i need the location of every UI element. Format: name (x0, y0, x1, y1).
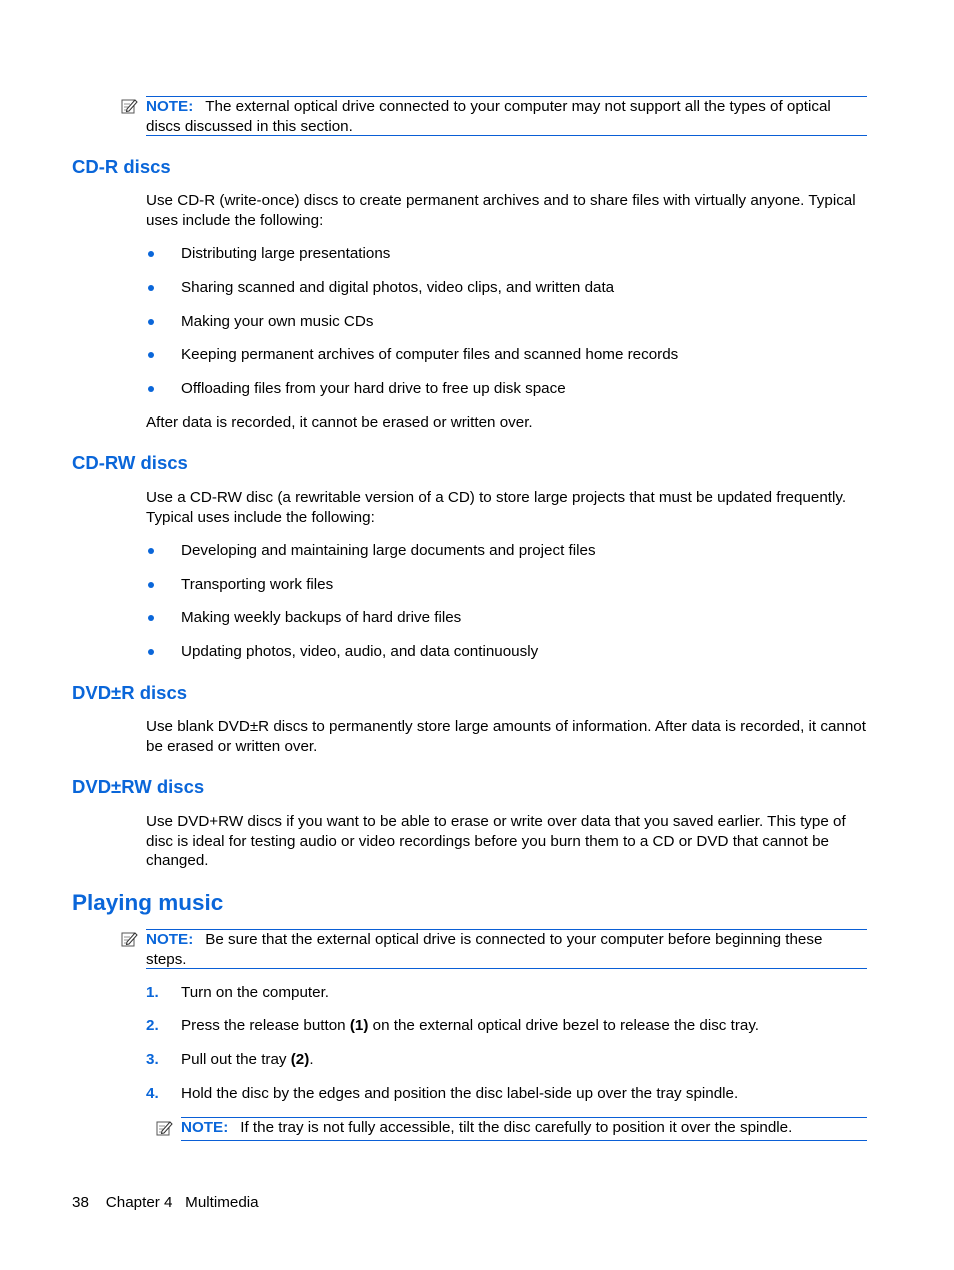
step-number: 4. (146, 1085, 159, 1102)
note-text: The external optical drive connected to your computer may not support all the types of optical discs discussed in this section. (146, 98, 831, 135)
note-text: If the tray is not fully accessible, tilt the disc carefully to position it over the spindle. (240, 1119, 793, 1136)
section-heading-cdrw: CD-RW discs (72, 452, 188, 473)
cdr-after: After data is recorded, it cannot be erased or written over. (146, 414, 533, 431)
bullet-icon (148, 251, 154, 257)
bullet-icon (148, 548, 154, 554)
note-pencil-icon (121, 98, 138, 114)
dvdr-body: Use blank DVD±R discs to permanently store large amounts of information. After data is recorded, it cannot be erased or written over. (146, 718, 866, 755)
note-pencil-icon (121, 931, 138, 947)
section-heading-cdr: CD-R discs (72, 156, 171, 177)
step-text: Press the release button (181, 1017, 350, 1034)
bullet-icon (148, 649, 154, 655)
section-heading-dvdrw: DVD±RW discs (72, 776, 205, 797)
cdrw-intro: Use a CD-RW disc (a rewritable version of a CD) to store large projects that must be updated frequently. Typical uses include the following: (146, 489, 847, 526)
note-label: NOTE: (146, 931, 194, 948)
dvdrw-body: Use DVD+RW discs if you want to be able to erase or write over data that you saved earlier. This type of disc is ideal for testing audio or video recordings before you burn them to a CD or DVD that cannot be changed. (146, 813, 846, 869)
bullet-icon (148, 285, 154, 291)
note-box (146, 929, 867, 969)
page-footer (72, 1193, 259, 1212)
note-box (181, 1117, 867, 1141)
step-text: on the external optical drive bezel to release the disc tray. (368, 1017, 760, 1034)
page-number: 38 (72, 1194, 89, 1211)
step-callout: (1) (349, 1017, 369, 1034)
bullet-icon (148, 352, 154, 358)
bullet-icon (148, 386, 154, 392)
bullet-icon (148, 319, 154, 325)
note-text: Be sure that the external optical drive is connected to your computer before beginning these steps. (146, 931, 823, 968)
step-callout: (2) (290, 1051, 310, 1068)
section-heading-dvdr: DVD±R discs (72, 682, 188, 703)
note-label: NOTE: (146, 98, 194, 115)
step-text: . (309, 1051, 314, 1068)
bullet-icon (148, 615, 154, 621)
step-text: Pull out the tray (181, 1051, 291, 1068)
note-label: NOTE: (181, 1119, 229, 1136)
cdr-intro: Use CD-R (write-once) discs to create permanent archives and to share files with virtually anyone. Typical uses include the following: (146, 192, 856, 229)
step-text: Hold the disc by the edges and position the disc label-side up over the tray spindle. (181, 1085, 739, 1102)
chapter-title: Multimedia (185, 1194, 259, 1211)
step-number: 2. (146, 1017, 159, 1034)
note-pencil-icon (156, 1120, 173, 1136)
step-number: 3. (146, 1051, 159, 1068)
bullet-icon (148, 582, 154, 588)
step-text: Turn on the computer. (181, 984, 330, 1001)
step-number: 1. (146, 984, 159, 1001)
chapter-label: Chapter 4 (105, 1194, 173, 1211)
section-heading-music: Playing music (72, 890, 224, 915)
note-box (146, 96, 867, 136)
